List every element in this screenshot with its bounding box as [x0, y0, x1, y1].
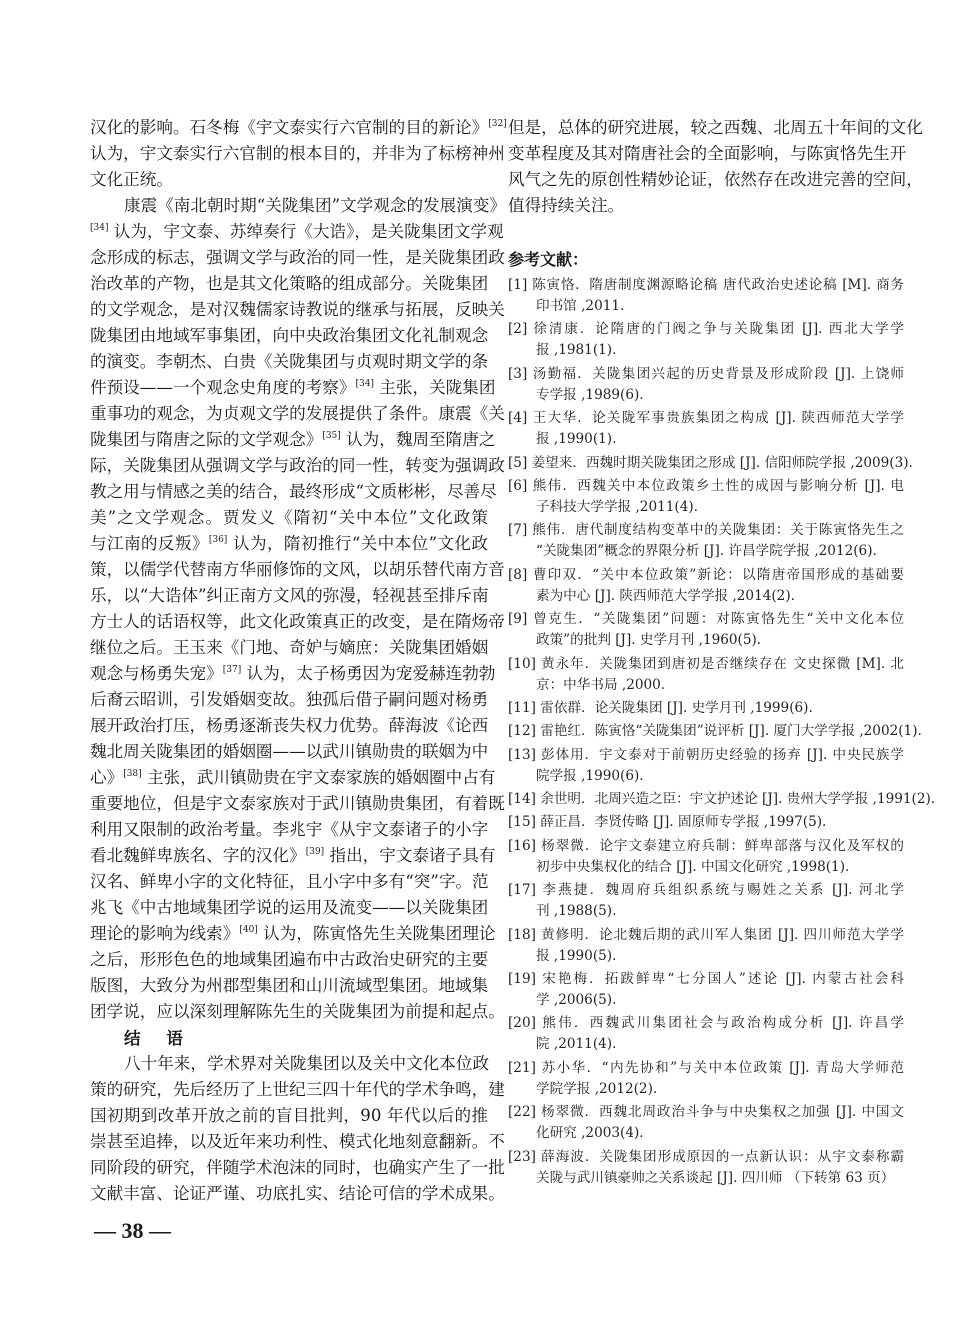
- citation-marker: [32]: [488, 119, 507, 129]
- text-segment: 后裔云昭训，引发婚姻变故。独孤后借子嗣问题对杨勇: [90, 690, 489, 709]
- reference-item: [508, 812, 904, 833]
- reference-line: [17] 李燕捷．魏周府兵组织系统与赐姓之关系 [J]. 河北学: [508, 882, 904, 899]
- text-line: [90, 1103, 488, 1129]
- text-line: [90, 401, 505, 427]
- text-segment: 文献丰富、论证严谨、功底扎实、结论可信的学术成果。: [90, 1184, 505, 1203]
- reference-line: [8] 曹印双．“关中本位政策”新论：以隋唐帝国形成的基础要: [508, 566, 904, 583]
- reference-line: [13] 彭体用．宇文泰对于前朝历史经验的扬弃 [J]. 中央民族学: [508, 746, 904, 763]
- reference-line: 京：中华书局 ,2000.: [536, 676, 666, 693]
- text-line: [90, 349, 488, 375]
- text-segment: 策的研究，先后经历了上世纪三四十年代的学术争鸣，建: [90, 1080, 505, 1099]
- citation-marker: [34]: [355, 379, 374, 389]
- text-segment: 重事功的观念，为贞观文学的发展提供了条件。康震《关: [90, 404, 505, 423]
- text-segment: 与江南的反叛》: [90, 534, 209, 553]
- text-segment: 兆飞《中古地域集团学说的运用及流变——以关陇集团: [90, 898, 489, 917]
- text-segment: 之后，形形色色的地域集团遍布中古政治史研究的主要: [90, 950, 489, 969]
- text-segment: 团学说，应以深刻理解陈先生的关陇集团为前提和起点。: [90, 1002, 505, 1021]
- reference-line: 初步中央集权化的结合 [J]. 中国文化研究 ,1998(1).: [536, 858, 850, 875]
- reference-line: 学 ,2006(5).: [536, 992, 617, 1009]
- text-line: [90, 479, 497, 505]
- text-line: [90, 609, 505, 635]
- text-segment: 看北魏鲜卑族名、字的汉化》: [90, 846, 306, 865]
- citation-marker: [37]: [222, 665, 242, 675]
- text-segment: 认为，陈寅恪先生关陇集团理论: [257, 924, 496, 943]
- reference-line: [4] 王大华．论关陇军事贵族集团之构成 [J]. 陕西师范大学学: [508, 410, 904, 427]
- text-segment: 文化正统。: [90, 170, 173, 189]
- text-segment: 的演变。李朝杰、白贵《关陇集团与贞观时期文学的条: [90, 352, 489, 371]
- text-line: [90, 557, 505, 583]
- conclusion-continued: [508, 115, 923, 219]
- text-line: [90, 1077, 505, 1103]
- reference-item: [508, 698, 904, 719]
- text-segment: 认为，隋初推行“关中本位”文化政: [227, 534, 489, 553]
- text-line: [90, 167, 488, 193]
- text-line: [90, 817, 488, 843]
- text-segment: 汉名、鲜卑小字的文化特征，且小字中多有“突”字。范: [90, 872, 489, 891]
- reference-line: [20] 熊伟．西魏武川集团社会与政治构成分析 [J]. 许昌学: [508, 1015, 904, 1032]
- reference-item: [508, 880, 904, 922]
- text-line: [90, 765, 496, 791]
- reference-line: 素为中心 [J]. 陕西师范大学学报 ,2014(2).: [536, 587, 795, 604]
- reference-line: “关陇集团”概念的界限分析 [J]. 许昌学院学报 ,2012(6).: [536, 543, 877, 560]
- reference-item: [508, 319, 904, 361]
- citation-marker: [34]: [90, 223, 109, 233]
- reference-line: 政策”的批判 [J]. 史学月刊 ,1960(5).: [536, 632, 762, 649]
- text-segment: 策，以儒学代替南方华丽修饰的文风，以胡乐替代南方音: [90, 560, 505, 579]
- text-segment: 汉化的影响。石冬梅《宇文泰实行六官制的目的新论》: [90, 118, 489, 137]
- text-line: 风气之先的原创性精妙论证，依然存在改进完善的空间，: [508, 170, 923, 189]
- text-segment: 同阶段的研究，伴随学术泡沫的同时，也确实产生了一批: [90, 1158, 505, 1177]
- text-segment: 继位之后。王玉来《门地、奇妒与嫡庶：关陇集团婚姻: [90, 638, 489, 657]
- reference-line: [15] 薛正昌．李贤传略 [J]. 固原师专学报 ,1997(5).: [508, 814, 827, 831]
- reference-item: [508, 453, 913, 474]
- reference-item: [508, 408, 904, 450]
- text-segment: 国初期到改革开放之前的盲目批判，90 年代以后的推: [90, 1106, 488, 1125]
- reference-line: 院学报 ,1990(6).: [536, 767, 644, 784]
- reference-item: [508, 969, 904, 1011]
- text-segment: 利用又限制的政治考量。李兆宇《从宇文泰诸子的小字: [90, 820, 489, 839]
- text-segment: 认为，太子杨勇因为宠爱赫连勃勃: [241, 664, 496, 683]
- text-line: [90, 843, 496, 869]
- reference-item: [508, 1102, 904, 1144]
- reference-line: [19] 宋艳梅．拓跋鲜卑“七分国人”述论 [J]. 内蒙古社会科: [508, 971, 904, 988]
- text-line: [90, 583, 488, 609]
- text-line: [90, 791, 505, 817]
- text-line: [90, 245, 505, 271]
- text-segment: 主张，武川镇勋贵在宇文泰家族的婚姻圈中占有: [141, 768, 496, 787]
- reference-item: [508, 364, 904, 406]
- text-line: [90, 947, 488, 973]
- text-line: [90, 115, 507, 141]
- reference-line: 子科技大学学报 ,2011(4).: [536, 498, 698, 515]
- text-segment: 际，关陇集团从强调文学与政治的同一性，转变为强调政: [90, 456, 505, 475]
- text-segment: 件预设——一个观念史角度的考察》: [90, 378, 356, 397]
- reference-line: 化研究 ,2003(4).: [536, 1125, 644, 1142]
- text-segment: 陇集团由地域军事集团，向中央政治集团文化礼制观念: [90, 326, 489, 345]
- text-segment: 陇集团与隋唐之际的文学观念》: [90, 430, 323, 449]
- reference-line: [5] 姜望来．西魏时期关陇集团之形成 [J]. 信阳师院学报 ,2009(3).: [508, 454, 913, 471]
- text-line: [90, 713, 488, 739]
- text-segment: 认为，魏周至隋唐之: [340, 430, 496, 449]
- page-number: — 38 —: [94, 1218, 171, 1243]
- reference-item: [508, 836, 904, 878]
- reference-line: [9] 曾克生．“关陇集团”问题：对陈寅恪先生“关中文化本位: [508, 611, 904, 628]
- reference-line: 报 ,1990(1).: [536, 431, 617, 448]
- reference-line: [23] 薛海波．关陇集团形成原因的一点新认识：从宇文泰称霸: [508, 1148, 904, 1165]
- reference-line: [2] 徐清康．论隋唐的门阀之争与关陇集团 [J]. 西北大学学: [508, 321, 904, 338]
- reference-line: [14] 余世明．北周兴造之臣：宇文护述论 [J]. 贵州大学学报 ,1991(2).: [508, 791, 936, 808]
- text-segment: 的文学观念，是对汉魏儒家诗教说的继承与拓展，反映关: [90, 300, 505, 319]
- reference-line: 学院学报 ,2012(2).: [536, 1080, 658, 1097]
- references-list: [508, 275, 936, 1189]
- reference-item: [508, 745, 904, 787]
- text-segment: 主张，关陇集团: [373, 378, 496, 397]
- text-segment: 康震《南北朝时期“关陇集团”文学观念的发展演变》: [124, 196, 507, 215]
- reference-line: [21] 苏小华．“内先协和”与关中本位政策 [J]. 青岛大学师范: [508, 1059, 904, 1076]
- reference-line: [6] 熊伟．西魏关中本位政策乡土性的成因与影响分析 [J]. 电: [508, 477, 904, 494]
- text-line: [90, 921, 496, 947]
- text-line: [90, 297, 505, 323]
- text-line: [90, 453, 505, 479]
- citation-marker: [39]: [305, 847, 325, 857]
- text-segment: 魏北周关陇集团的婚姻圈——以武川镇勋贵的联姻为中: [90, 742, 489, 761]
- text-line: [90, 1051, 488, 1077]
- text-line: [90, 219, 504, 245]
- text-segment: 念形成的标志，强调文学与政治的同一性，是关陇集团政: [90, 248, 505, 267]
- text-segment: 认为，宇文泰、苏绰奏行《大诰》，是关陇集团文学观: [108, 222, 504, 241]
- reference-line: [22] 杨翠微．西魏北周政治斗争与中央集权之加强 [J]. 中国文: [508, 1104, 904, 1121]
- text-segment: 方士人的话语权等，此文化政策真正的改变，是在隋炀帝: [90, 612, 505, 631]
- text-line: [90, 1129, 505, 1155]
- reference-line: 专学报 ,1989(6).: [536, 386, 644, 403]
- reference-line: [18] 黄修明．论北魏后期的武川军人集团 [J]. 四川师范大学学: [508, 926, 904, 943]
- text-line: [90, 895, 488, 921]
- text-segment: 教之用与情感之美的结合，最终形成“文质彬彬，尽善尽: [90, 482, 497, 501]
- right-column: [508, 115, 936, 1191]
- reference-line: 报 ,1981(1).: [536, 342, 617, 359]
- text-segment: 重要地位，但是宇文泰家族对于武川镇勋贵集团，有着既: [90, 794, 505, 813]
- text-line: 变革程度及其对隋唐社会的全面影响，与陈寅恪先生开: [508, 144, 907, 163]
- text-segment: 观念与杨勇失宠》: [90, 664, 223, 683]
- reference-item: [508, 925, 904, 967]
- text-line: [90, 1181, 505, 1207]
- reference-item: [508, 789, 936, 810]
- reference-line: [1] 陈寅恪．隋唐制度渊源略论稿 唐代政治史述论稿 [M]. 商务: [508, 277, 904, 293]
- text-segment: 治改革的产物，也是其文化策略的组成部分。关陇集团: [90, 274, 489, 293]
- text-segment: 心》: [90, 768, 124, 787]
- reference-item: [508, 1013, 904, 1055]
- text-line: [90, 323, 488, 349]
- text-segment: 八十年来，学术界对关陇集团以及关中文化本位政: [124, 1054, 490, 1073]
- text-line: [90, 271, 488, 297]
- text-line: [90, 375, 496, 401]
- reference-line: [3] 汤勤福．关陇集团兴起的历史背景及形成阶段 [J]. 上饶师: [508, 365, 904, 382]
- citation-marker: [40]: [239, 925, 258, 935]
- citation-marker: [35]: [322, 431, 341, 441]
- text-line: [90, 427, 496, 453]
- reference-item: [508, 476, 904, 518]
- reference-item: [508, 609, 904, 651]
- reference-item: [508, 654, 904, 696]
- text-line: [90, 505, 488, 531]
- reference-line: 报 ,1990(5).: [536, 947, 617, 964]
- text-segment: 乐，以“大诰体”纠正南方文风的弥漫，轻视甚至排斥南: [90, 586, 489, 605]
- text-line: [90, 739, 488, 765]
- reference-item: [508, 1147, 904, 1189]
- text-line: [90, 141, 505, 167]
- text-segment: 美”之文学观念。贾发义《隋初“关中本位”文化政策: [90, 508, 488, 527]
- reference-line: 印书馆 ,2011.: [536, 298, 625, 314]
- left-column: [90, 115, 507, 1207]
- reference-item: [508, 721, 922, 742]
- text-segment: 指出，宇文泰诸子具有: [324, 846, 496, 865]
- text-segment: 崇甚至追捧，以及近年来功利性、模式化地刻意翻新。不: [90, 1132, 505, 1151]
- text-line: 值得持续关注。: [508, 196, 625, 215]
- text-line: [90, 661, 496, 687]
- reference-line: 刊 ,1988(5).: [536, 903, 617, 920]
- reference-line: 关陇与武川镇豪帅之关系谈起 [J]. 四川师 （下转第 63 页）: [536, 1169, 895, 1186]
- reference-line: [11] 雷依群．论关陇集团 [J]. 史学月刊 ,1999(6).: [508, 699, 813, 716]
- text-segment: 展开政治打压，杨勇逐渐丧失权力优势。薛海波《论西: [90, 716, 489, 735]
- reference-item: [508, 275, 904, 317]
- text-line: [90, 193, 507, 219]
- reference-item: [508, 565, 904, 607]
- reference-line: [16] 杨翠微．论宇文泰建立府兵制：鲜卑部落与汉化及军权的: [508, 837, 904, 854]
- text-line: [90, 687, 488, 713]
- references-title: 参考文献：: [508, 250, 589, 269]
- text-line: [90, 973, 488, 999]
- text-line: 但是，总体的研究进展，较之西魏、北周五十年间的文化: [508, 118, 923, 137]
- reference-line: 院 ,2011(4).: [536, 1036, 617, 1053]
- reference-line: [12] 雷艳红．陈寅恪“关陇集团”说评析 [J]. 厦门大学学报 ,2002(1).: [508, 723, 922, 740]
- text-segment: 版图，大致分为州郡型集团和山川流域型集团。地域集: [90, 976, 489, 995]
- text-line: [90, 531, 488, 557]
- citation-marker: [38]: [123, 769, 142, 779]
- text-segment: 认为，宇文泰实行六官制的根本目的，并非为了标榜神州: [90, 144, 505, 163]
- text-line: [90, 1155, 505, 1181]
- reference-line: [10] 黄永年．关陇集团到唐初是否继续存在 文史探微 [M]. 北: [508, 655, 904, 672]
- citation-marker: [36]: [208, 535, 228, 545]
- reference-item: [508, 1058, 904, 1100]
- reference-line: [7] 熊伟．唐代制度结构变革中的关陇集团：关于陈寅恪先生之: [508, 522, 904, 539]
- text-line: [90, 999, 505, 1025]
- section-heading: 结 语: [124, 1028, 193, 1048]
- text-line: [90, 635, 488, 661]
- text-segment: 理论的影响为线索》: [90, 924, 240, 943]
- reference-item: [508, 520, 904, 562]
- text-line: [90, 869, 488, 895]
